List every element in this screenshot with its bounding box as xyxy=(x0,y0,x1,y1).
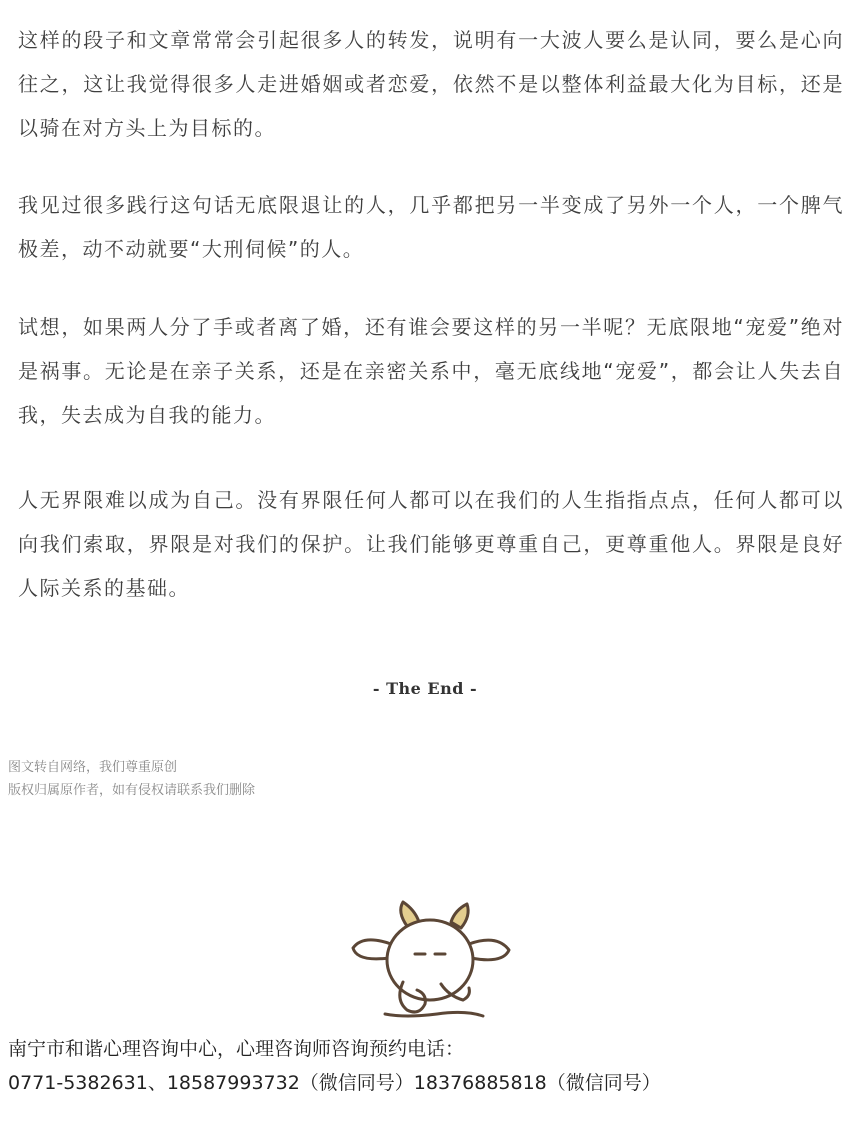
copyright-line-1: 图文转自网络，我们尊重原创 xyxy=(8,760,178,775)
left-ear xyxy=(353,940,391,959)
right-horn xyxy=(451,904,468,928)
the-end-marker: - The End - xyxy=(372,679,478,698)
contact-phone-numbers: 0771-5382631、18587993732（微信同号）18376885818（微信同号） xyxy=(8,1072,661,1094)
copyright-line-2: 版权归属原作者，如有侵权请联系我们删除 xyxy=(8,783,256,798)
goat-mascot-icon xyxy=(345,896,515,1026)
article-paragraph-3: 试想，如果两人分了手或者离了婚，还有谁会要这样的另一半呢？无底限地“宠爱”绝对是祸事。无论是在亲子关系，还是在亲密关系中，毫无底线地“宠爱”，都会让人失去自我，失去成为自我的能力。 xyxy=(18,315,844,427)
article-paragraph-2: 我见过很多践行这句话无底限退让的人，几乎都把另一半变成了另外一个人，一个脾气极差，动不动就要“大刑伺候”的人。 xyxy=(18,193,844,261)
contact-info xyxy=(8,1032,661,1100)
ground-line xyxy=(385,1012,483,1016)
article-paragraph-4: 人无界限难以成为自己。没有界限任何人都可以在我们的人生指指点点，任何人都可以向我们索取，界限是对我们的保护。让我们能够更尊重自己，更尊重他人。界限是良好人际关系的基础。 xyxy=(18,488,844,600)
copyright-notice xyxy=(8,756,255,802)
right-ear xyxy=(469,940,509,960)
article-paragraph-1: 这样的段子和文章常常会引起很多人的转发，说明有一大波人要么是认同，要么是心向往之，这让我觉得很多人走进婚姻或者恋爱，依然不是以整体利益最大化为目标，还是以骑在对方头上为目标的。 xyxy=(18,28,844,140)
contact-line-1: 南宁市和谐心理咨询中心，心理咨询师咨询预约电话： xyxy=(8,1038,465,1060)
